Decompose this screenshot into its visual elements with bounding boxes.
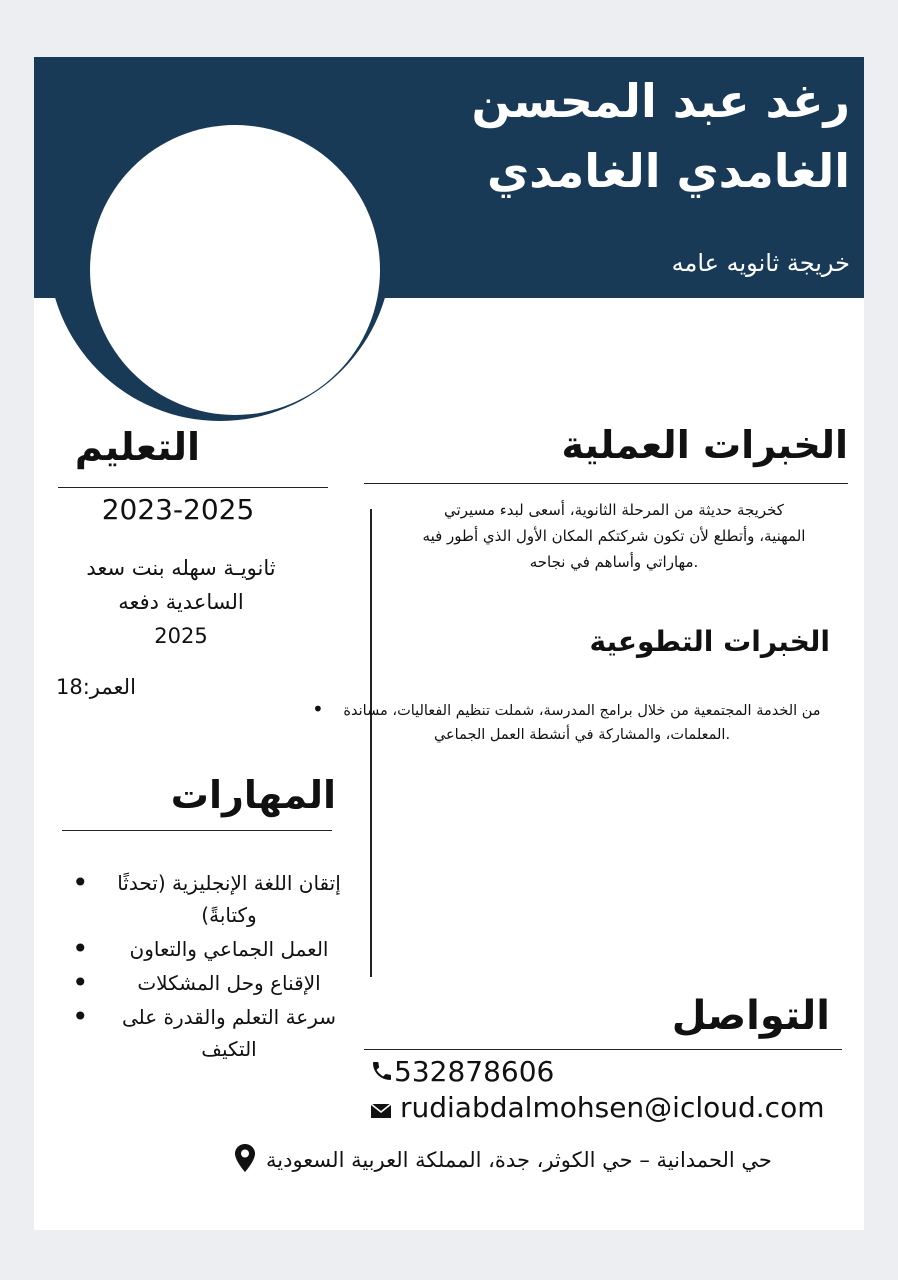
school-line-1: ثانويـة سهله بنت سعد bbox=[86, 556, 276, 580]
age: العمر:18 bbox=[56, 675, 136, 699]
location-pin-icon bbox=[234, 1143, 256, 1178]
email-address[interactable]: rudiabdalmohsen@icloud.com bbox=[400, 1091, 825, 1124]
skill-item: • سرعة التعلم والقدرة على التكيف bbox=[64, 1001, 354, 1065]
address-text: حي الحمدانية – حي الكوثر، جدة، المملكة العربية السعودية bbox=[266, 1147, 772, 1172]
education-years: 2023-2025 bbox=[101, 493, 255, 526]
education-heading: التعليم bbox=[74, 425, 200, 469]
volunteer-heading: الخبرات التطوعية bbox=[589, 625, 830, 658]
phone-number[interactable]: 532878606 bbox=[394, 1055, 555, 1088]
skill-item: • العمل الجماعي والتعاون bbox=[64, 933, 354, 965]
education-school bbox=[54, 551, 308, 653]
skill-item: • الإقناع وحل المشكلات bbox=[64, 967, 354, 999]
skills-list bbox=[64, 867, 354, 1067]
education-divider bbox=[58, 487, 328, 488]
skills-heading: المهارات bbox=[170, 773, 336, 817]
volunteer-bullet: • bbox=[312, 697, 324, 721]
mail-icon bbox=[370, 1093, 392, 1126]
email-row bbox=[370, 1091, 824, 1126]
school-line-2: الساعدية دفعه bbox=[118, 590, 244, 614]
experience-line-3: .مهاراتي وأساهم في نجاحه bbox=[529, 553, 699, 571]
resume-page bbox=[34, 57, 864, 1230]
name-line-1: رغد عبد المحسن bbox=[471, 74, 850, 128]
experience-heading: الخبرات العملية bbox=[561, 423, 848, 467]
experience-line-1: كخريجة حديثة من المرحلة الثانوية، أسعى لبدء مسيرتي bbox=[444, 501, 784, 519]
experience-divider bbox=[364, 483, 848, 484]
profile-photo-placeholder bbox=[90, 125, 380, 415]
phone-icon bbox=[370, 1057, 394, 1090]
volunteer-line-2: .المعلمات، والمشاركة في أنشطة العمل الجماعي bbox=[433, 727, 731, 743]
experience-text bbox=[374, 497, 854, 575]
name-line-2: الغامدي الغامدي bbox=[487, 144, 850, 198]
contact-heading: التواصل bbox=[671, 993, 830, 1039]
volunteer-text bbox=[302, 699, 862, 747]
job-title: خريجة ثانويه عامه bbox=[671, 249, 850, 277]
contact-divider bbox=[364, 1049, 842, 1050]
photo-frame bbox=[48, 77, 392, 421]
volunteer-line-1: من الخدمة المجتمعية من خلال برامج المدرسة، شملت تنظيم الفعاليات، مساندة bbox=[343, 703, 821, 719]
skills-divider bbox=[62, 830, 332, 831]
phone-row bbox=[370, 1055, 554, 1090]
address-row bbox=[234, 1143, 772, 1178]
skill-item: • إتقان اللغة الإنجليزية (تحدثًا وكتابةً) bbox=[64, 867, 354, 931]
experience-line-2: المهنية، وأتطلع لأن تكون شركتكم المكان الأول الذي أطور فيه bbox=[422, 527, 806, 545]
school-line-3: 2025 bbox=[154, 624, 208, 648]
